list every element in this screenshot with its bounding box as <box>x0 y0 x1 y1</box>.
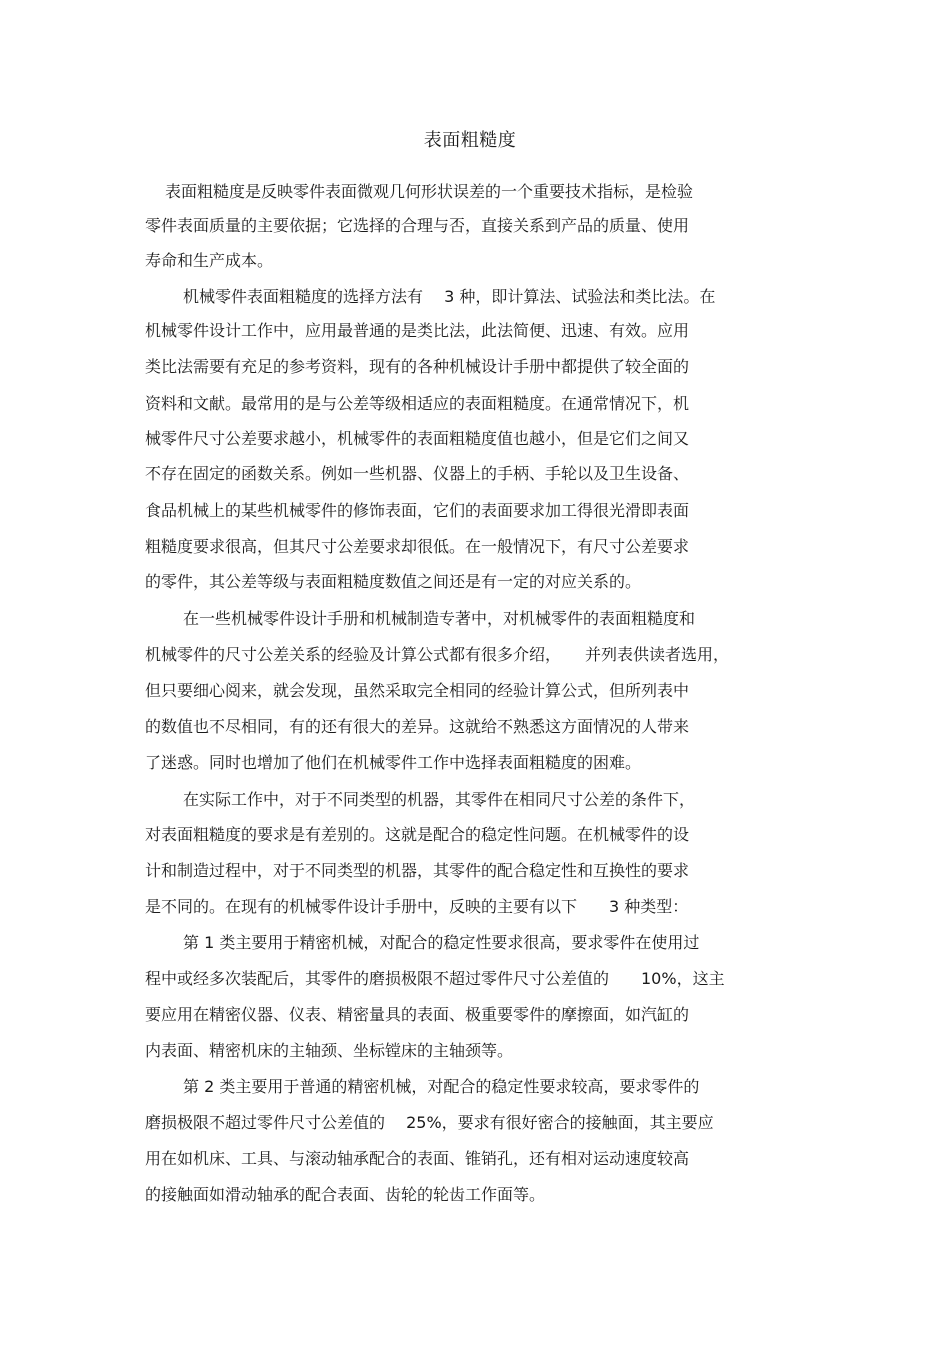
text-line: 要应用在精密仪器、仪表、精密量具的表面、极重要零件的摩擦面，如汽缸的 <box>145 1005 690 1024</box>
text-line: 对表面粗糙度的要求是有差别的。这就是配合的稳定性问题。在机械零件的设 <box>145 825 690 844</box>
text-line: 机械零件的尺寸公差关系的经验及计算公式都有很多介绍， 并列表供读者选用， <box>145 645 730 664</box>
text-line: 不存在固定的函数关系。例如一些机器、仪器上的手柄、手轮以及卫生设备、 <box>145 464 690 483</box>
text-line: 程中或经多次装配后，其零件的磨损极限不超过零件尺寸公差值的 10%，这主 <box>145 969 725 988</box>
text-line: 的接触面如滑动轴承的配合表面、齿轮的轮齿工作面等。 <box>145 1185 546 1204</box>
text-line: 械零件尺寸公差要求越小，机械零件的表面粗糙度值也越小，但是它们之间又 <box>145 429 690 448</box>
text-line: 在一些机械零件设计手册和机械制造专著中，对机械零件的表面粗糙度和 <box>183 609 696 628</box>
text-line: 内表面、精密机床的主轴颈、坐标镗床的主轴颈等。 <box>145 1041 514 1060</box>
text-line: 类比法需要有充足的参考资料，现有的各种机械设计手册中都提供了较全面的 <box>145 357 690 376</box>
text-line: 的数值也不尽相同，有的还有很大的差异。这就给不熟悉这方面情况的人带来 <box>145 717 690 736</box>
text-line: 在实际工作中，对于不同类型的机器，其零件在相同尺寸公差的条件下， <box>183 790 696 809</box>
text-line: 零件表面质量的主要依据；它选择的合理与否，直接关系到产品的质量、使用 <box>145 216 690 235</box>
text-line: 资料和文献。最常用的是与公差等级相适应的表面粗糙度。在通常情况下，机 <box>145 394 690 413</box>
text-line: 粗糙度要求很高，但其尺寸公差要求却很低。在一般情况下，有尺寸公差要求 <box>145 537 690 556</box>
text-line: 但只要细心阅来，就会发现，虽然采取完全相同的经验计算公式，但所列表中 <box>145 681 690 700</box>
text-line: 了迷惑。同时也增加了他们在机械零件工作中选择表面粗糙度的困难。 <box>145 753 642 772</box>
text-line: 机械零件设计工作中，应用最普通的是类比法，此法简便、迅速、有效。应用 <box>145 321 690 340</box>
text-line: 计和制造过程中，对于不同类型的机器，其零件的配合稳定性和互换性的要求 <box>145 861 690 880</box>
text-line: 寿命和生产成本。 <box>145 251 274 270</box>
text-line: 第 1 类主要用于精密机械，对配合的稳定性要求很高，要求零件在使用过 <box>183 933 700 952</box>
text-line: 第 2 类主要用于普通的精密机械，对配合的稳定性要求较高，要求零件的 <box>183 1077 700 1096</box>
text-line: 机械零件表面粗糙度的选择方法有 3 种，即计算法、试验法和类比法。在 <box>183 287 716 306</box>
text-line: 是不同的。在现有的机械零件设计手册中，反映的主要有以下 3 种类型： <box>145 897 689 916</box>
text-line: 磨损极限不超过零件尺寸公差值的 25%，要求有很好密合的接触面，其主要应 <box>145 1113 714 1132</box>
document-title: 表面粗糙度 <box>423 130 517 151</box>
text-line: 食品机械上的某些机械零件的修饰表面，它们的表面要求加工得很光滑即表面 <box>145 501 690 520</box>
text-line: 的零件，其公差等级与表面粗糙度数值之间还是有一定的对应关系的。 <box>145 572 642 591</box>
text-line: 用在如机床、工具、与滚动轴承配合的表面、锥销孔，还有相对运动速度较高 <box>145 1149 690 1168</box>
text-line: 表面粗糙度是反映零件表面微观几何形状误差的一个重要技术指标，是检验 <box>165 182 694 201</box>
